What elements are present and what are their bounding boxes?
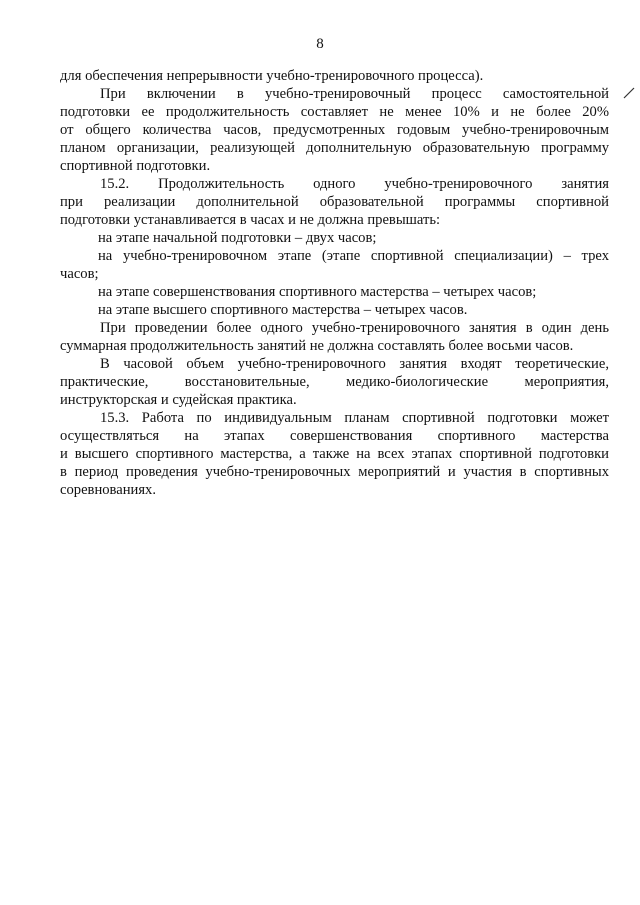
text-line: 15.2. Продолжительность одного учебно-тренировочного занятия xyxy=(100,176,609,192)
list-item: на этапе начальной подготовки – двух часов; xyxy=(98,230,377,246)
text-line: подготовки устанавливается в часах и не должна превышать: xyxy=(60,212,441,228)
list-item: на учебно-тренировочном этапе (этапе спортивной специализации) – трех xyxy=(98,248,609,264)
text-line: подготовки ее продолжительность составляет не менее 10% и не более 20% xyxy=(60,104,609,120)
margin-pen-mark xyxy=(622,86,636,100)
text-line: и высшего спортивного мастерства, а также на всех этапах спортивной подготовки xyxy=(60,446,609,462)
text-line: В часовой объем учебно-тренировочного занятия входят теоретические, xyxy=(100,356,609,372)
text-line: суммарная продолжительность занятий не должна составлять более восьми часов. xyxy=(60,338,574,354)
text-line: соревнованиях. xyxy=(60,482,156,498)
text-line: При проведении более одного учебно-тренировочного занятия в один день xyxy=(100,320,609,336)
text-line: спортивной подготовки. xyxy=(60,158,211,174)
text-line: в период проведения учебно-тренировочных мероприятий и участия в спортивных xyxy=(60,464,609,480)
text-line: 15.3. Работа по индивидуальным планам спортивной подготовки может xyxy=(100,410,609,426)
list-item: на этапе высшего спортивного мастерства – четырех часов. xyxy=(98,302,468,318)
text-line: При включении в учебно-тренировочный процесс самостоятельной xyxy=(100,86,609,102)
text-line: осуществляться на этапах совершенствования спортивного мастерства xyxy=(60,428,609,444)
text-line: для обеспечения непрерывности учебно-тренировочного процесса). xyxy=(60,68,484,84)
text-line: при реализации дополнительной образовательной программы спортивной xyxy=(60,194,609,210)
text-line: часов; xyxy=(60,266,99,282)
text-line: от общего количества часов, предусмотренных годовым учебно-тренировочным xyxy=(60,122,609,138)
text-line: практические, восстановительные, медико-биологические мероприятия, xyxy=(60,374,609,390)
text-line: планом организации, реализующей дополнительную образовательную программу xyxy=(60,140,609,156)
list-item: на этапе совершенствования спортивного мастерства – четырех часов; xyxy=(98,284,537,300)
text-line: инструкторская и судейская практика. xyxy=(60,392,297,408)
page-number: 8 xyxy=(316,36,324,52)
